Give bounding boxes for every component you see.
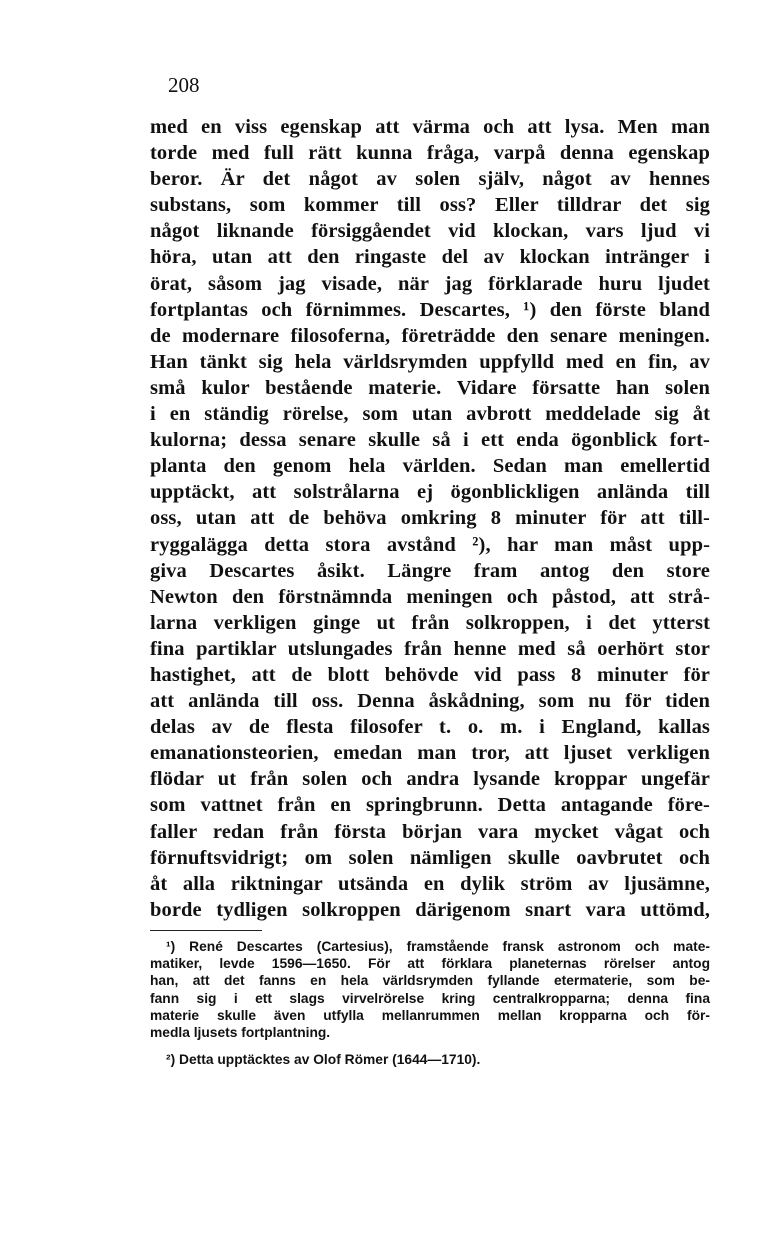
text-line: larna verkligen ginge ut från solkroppen, i det ytterst	[150, 611, 710, 634]
text-line: emanationsteorien, emedan man tror, att ljuset verkligen	[150, 742, 710, 765]
text-line: i en ständig rörelse, som utan avbrott meddelade sig åt	[150, 403, 710, 426]
text-line: förnuftsvidrigt; om solen nämligen skulle oavbrutet och	[150, 846, 710, 869]
text-line: fortplantas och förnimmes. Descartes, ¹) den förste bland	[150, 298, 710, 321]
page-number: 208	[168, 73, 200, 97]
text-line: att anlända till oss. Denna åskådning, som nu för tiden	[150, 690, 710, 713]
footnote-line: ¹) René Descartes (Cartesius), framstående fransk astronom och mate-	[166, 939, 710, 954]
text-line: borde tydligen solkroppen därigenom snart vara uttömd,	[150, 898, 710, 921]
text-line: giva Descartes åsikt. Längre fram antog den store	[150, 559, 710, 582]
footnote-line: matiker, levde 1596—1650. För att förklara planeternas rörelser antog	[150, 956, 710, 972]
text-line: hastighet, att de blott behövde vid pass 8 minuter för	[150, 663, 710, 686]
footnote-line: fann sig i ett slags virvelrörelse kring centralkropparna; denna fina	[150, 990, 710, 1006]
text-line: höra, utan att den ringaste del av klockan intränger i	[150, 246, 710, 269]
text-line: små kulor bestående materie. Vidare försatte han solen	[150, 376, 710, 399]
text-line: de modernare filosoferna, företrädde den senare meningen.	[150, 324, 710, 347]
text-line: något liknande försiggåendet vid klockan, vars ljud vi	[150, 220, 710, 243]
footnote-line: materie skulle även utfylla mellanrummen mellan kropparna och för-	[150, 1007, 710, 1023]
text-line: torde med full rätt kunna fråga, varpå denna egenskap	[150, 142, 710, 165]
text-line: Han tänkt sig hela världsrymden uppfylld med en fin, av	[150, 350, 710, 373]
text-line: upptäckt, att solstrålarna ej ögonblickligen anlända till	[150, 481, 710, 504]
text-line: med en viss egenskap att värma och att lysa. Men man	[150, 116, 710, 138]
text-line: kulorna; dessa senare skulle så i ett enda ögonblick fort-	[150, 429, 710, 452]
text-line: ryggalägga detta stora avstånd ²), har man måst upp-	[150, 533, 710, 556]
footnote-gap	[150, 1041, 710, 1051]
text-line: flödar ut från solen och andra lysande kroppar ungefär	[150, 768, 710, 791]
text-line: som vattnet från en springbrunn. Detta antagande före-	[150, 794, 710, 817]
text-line: örat, såsom jag visade, när jag förklarade huru ljudet	[150, 272, 710, 295]
text-line: substans, som kommer till oss? Eller tilldrar det sig	[150, 194, 710, 217]
footnotes	[150, 938, 710, 1068]
body-text	[150, 114, 710, 923]
footnote-line: ²) Detta upptäcktes av Olof Römer (1644—1710).	[166, 1052, 481, 1068]
text-line: faller redan från första början vara mycket vågat och	[150, 820, 710, 843]
text-line: beror. Är det något av solen själv, något av hennes	[150, 168, 710, 191]
footnote-2	[150, 1051, 710, 1068]
text-line: Newton den förstnämnda meningen och påstod, att strå-	[150, 585, 710, 608]
text-line: oss, utan att de behöva omkring 8 minuter för att till-	[150, 507, 710, 530]
text-line: åt alla riktningar utsända en dylik ström av ljusämne,	[150, 872, 710, 895]
footnote-1	[150, 938, 710, 1041]
text-line: fina partiklar utslungades från henne med så oerhört stor	[150, 637, 710, 660]
text-line: planta den genom hela världen. Sedan man emellertid	[150, 455, 710, 478]
footnote-line: han, att det fanns en hela världsrymden fyllande etermaterie, som be-	[150, 973, 710, 989]
footnote-line: medla ljusets fortplantning.	[150, 1024, 331, 1040]
text-line: delas av de flesta filosofer t. o. m. i England, kallas	[150, 716, 710, 739]
footnote-divider	[150, 930, 262, 931]
